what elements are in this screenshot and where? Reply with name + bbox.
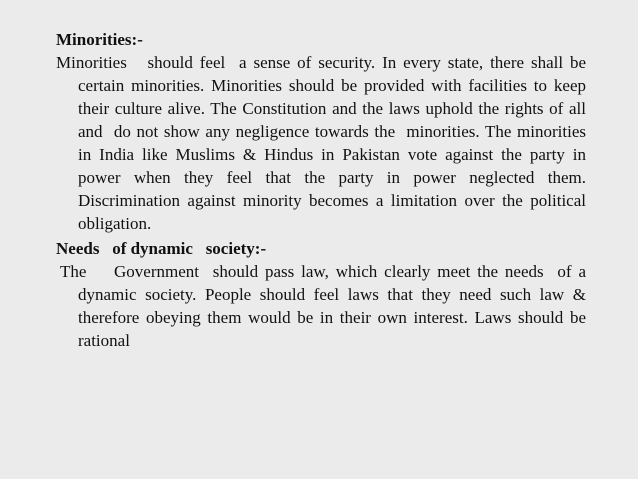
minorities-paragraph: Minorities should feel a sense of security. In every state, there shall be certain minorities. Minorities should be provided with facilities to keep their culture alive. The Constitution and the laws uphold the rights of all and do not show any negligence towards the minorities. The minorities in India like Muslims & Hindus in Pakistan vote against the party in power when they feel that the party in power neglected them. Discrimination against minority becomes a limitation over the political obligation. xyxy=(56,53,591,233)
needs-heading: Needs of dynamic society:- xyxy=(56,239,267,258)
needs-paragraph: The Government should pass law, which clearly meet the needs of a dynamic society. People should feel laws that they need such law & therefore obeying them would be in their own interest. Laws should be rational xyxy=(60,262,591,350)
slide-content xyxy=(56,14,591,352)
minorities-heading: Minorities:- xyxy=(56,30,143,49)
